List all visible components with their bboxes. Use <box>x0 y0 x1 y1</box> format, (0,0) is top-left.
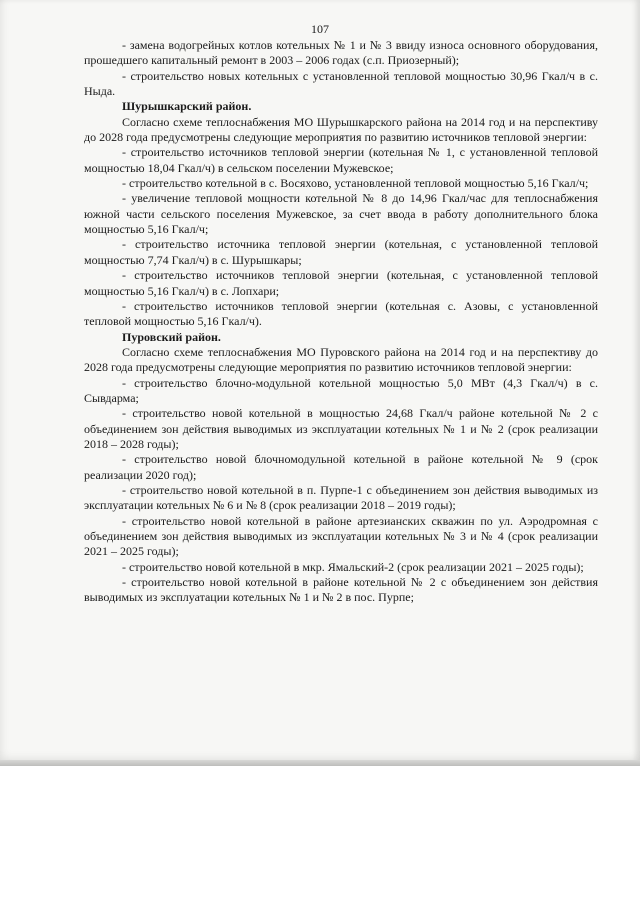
scan-edge <box>0 760 640 766</box>
paragraph: - строительство новой котельной в районе артезианских скважин по ул. Аэродромная с объединением зон действия выводимых из эксплуатации котельных № 3 и № 4 (срок реализации 2021 – 2025 годы); <box>84 513 598 559</box>
section-heading: Шурышкарский район. <box>122 99 252 114</box>
paragraph: - строительство новой котельной в мощностью 24,68 Гкал/ч районе котельной № 2 с объединением зон действия выводимых из эксплуатации котельных № 1 и № 2 (срок реализации 2018 – 2028 годы); <box>84 406 598 451</box>
paragraph: Согласно схеме теплоснабжения МО Шурышкарского района на 2014 год и на перспективу до 2028 года предусмотрены следующие мероприятия по развитию источников тепловой энергии: <box>84 114 598 145</box>
paragraph: - строительство новых котельных с установленной тепловой мощностью 30,96 Гкал/ч в с. Ныда. <box>84 68 598 99</box>
paragraph: - строительство котельной в с. Восяхово, установленной тепловой мощностью 5,16 Гкал/ч; <box>122 176 589 191</box>
paragraph: - строительство новой блочномодульной котельной в районе котельной № 9 (срок реализации 2020 год); <box>84 452 598 482</box>
paragraph: - строительство новой котельной в районе котельной № 2 с объединением зон действия выводимых из эксплуатации котельных № 1 и № 2 в пос. Пурпе; <box>84 575 598 605</box>
paragraph: - замена водогрейных котлов котельных № 1 и № 3 ввиду износа основного оборудования, прошедшего капитальный ремонт в 2003 – 2006 годах (с.п. Приозерный); <box>84 38 598 68</box>
section-heading: Пуровский район. <box>122 329 221 344</box>
paragraph: - строительство новой котельной в п. Пурпе-1 с объединением зон действия выводимых из эксплуатации котельных № 6 и № 8 (срок реализации 2018 – 2019 годы); <box>84 482 598 513</box>
paragraph: - строительство источников тепловой энергии (котельная № 1, с установленной тепловой мощностью 18,04 Гкал/ч) в сельском поселении Мужевское; <box>84 145 598 175</box>
paragraph: - строительство источников тепловой энергии (котельная, с установленной тепловой мощностью 5,16 Гкал/ч) в с. Лопхари; <box>84 268 598 298</box>
paragraph: - увеличение тепловой мощности котельной № 8 до 14,96 Гкал/час для теплоснабжения южной части сельского поселения Мужевское, за счет ввода в работу дополнительного блока мощностью 5,16 Гкал/ч; <box>84 191 598 237</box>
paragraph: Согласно схеме теплоснабжения МО Пуровского района на 2014 год и на перспективу до 2028 года предусмотрены следующие мероприятия по развитию источников тепловой энергии: <box>84 344 598 375</box>
paragraph: - строительство источников тепловой энергии (котельная с. Азовы, с установленной тепловой мощностью 5,16 Гкал/ч). <box>84 298 598 329</box>
paragraph: - строительство блочно-модульной котельной мощностью 5,0 МВт (4,3 Гкал/ч) в с. Сывдарма; <box>84 375 598 405</box>
paragraph: - строительство новой котельной в мкр. Ямальский-2 (срок реализации 2021 – 2025 годы); <box>122 559 584 574</box>
paragraph: - строительство источника тепловой энергии (котельная, с установленной тепловой мощностью 7,74 Гкал/ч) в с. Шурышкары; <box>84 237 598 267</box>
document-body <box>84 38 598 606</box>
page-number: 107 <box>311 22 329 36</box>
